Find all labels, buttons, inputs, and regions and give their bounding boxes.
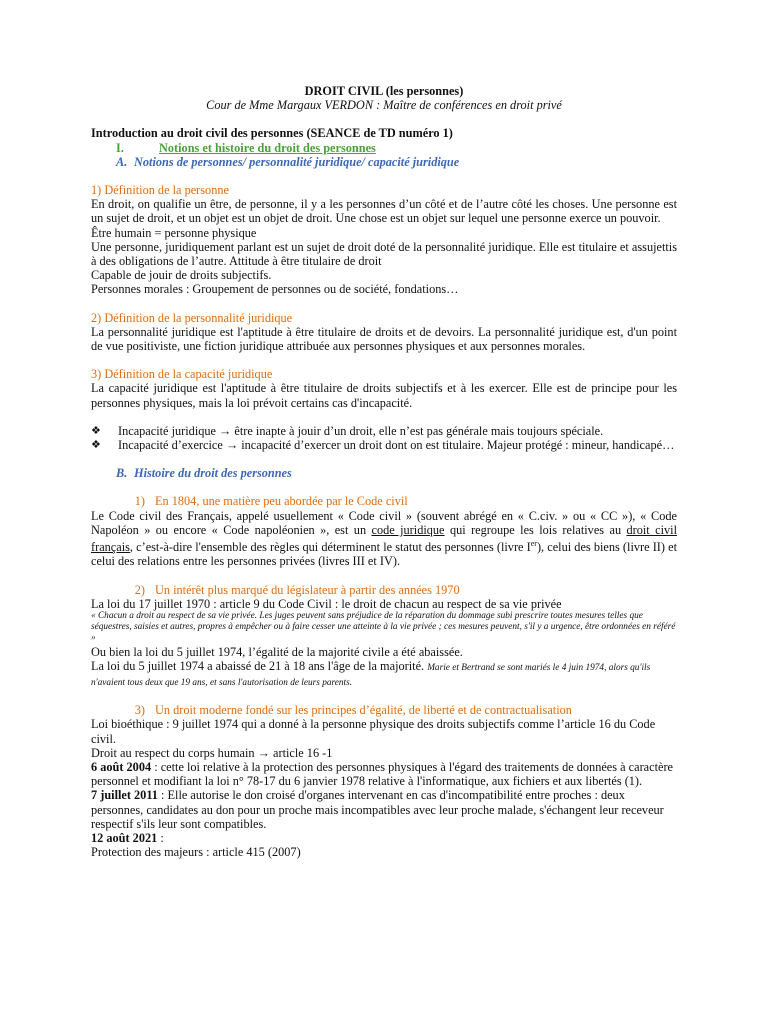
list-item: ❖ Incapacité d’exercice → incapacité d’exercer un droit dont on est titulaire. Majeur protégé : mineur, handicapé…	[91, 438, 675, 453]
def2-title: 2) Définition de la personnalité juridique	[91, 310, 293, 325]
def1-title: 1) Définition de la personne	[91, 183, 229, 198]
document-title: DROIT CIVIL (les personnes)	[304, 84, 464, 98]
hist2-title: 2) Un intérêt plus marqué du législateur à partir des années 1970	[134, 582, 460, 597]
document-page	[91, 84, 677, 859]
hist2-paragraph-1: La loi du 17 juillet 1970 : article 9 du Code Civil : le droit de chacun au respect de sa vie privée	[91, 596, 562, 611]
hist3-paragraph-2: Droit au respect du corps humain → article 16 -1	[91, 745, 333, 760]
hist3-paragraph-1: Loi bioéthique : 9 juillet 1974 qui a donné à la personne physique des droits subjectifs comme l’article 16 du Code civil.	[91, 717, 656, 746]
hist2-quote: « Chacun a droit au respect de sa vie privée. Les juges peuvent sans préjudice de la réparation du dommage subi prescrire toutes mesures telles que séquestres, saisies et autres, propres à empêcher ou à faire cesser une atteinte à la vie privée ; ces mesures peuvent, s'il y a urgence, être ordonnées en référé »	[91, 610, 676, 644]
def1-paragraph-2: Être humain = personne physique	[91, 225, 257, 240]
diamond-bullet-icon: ❖	[91, 439, 101, 452]
hist3-paragraph-last: Protection des majeurs : article 415 (2007)	[91, 845, 301, 860]
list-item: ❖ Incapacité juridique → être inapte à jouir d’un droit, elle n’est pas générale mais toujours spéciale.	[91, 423, 604, 438]
droit-civil-link[interactable]: droit civil français	[91, 522, 677, 555]
section-A-heading: A. Notions de personnes/ personnalité juridique/ capacité juridique	[116, 154, 460, 169]
def1-paragraph-1: En droit, on qualifie un être, de personne, il y a les personnes d’un côté et de l’autre côté les choses. Une personne est un sujet de droit, et un objet est un objet de droit. Une chose est un objet sur lequel une personne exerce un pouvoir.	[91, 197, 677, 226]
section-I-heading: I. Notions et histoire du droit des personnes	[116, 140, 376, 155]
diamond-bullet-icon: ❖	[91, 424, 101, 437]
def3-title: 3) Définition de la capacité juridique	[91, 367, 273, 382]
def1-paragraph-4: Capable de jouir de droits subjectifs.	[91, 268, 272, 283]
hist3-date-2004: 6 août 2004 : cette loi relative à la protection des personnes physiques à l'égard des traitements de données à caractère personnel et modifiant la loi n° 78-17 du 6 janvier 1978 relative à l'informatique, aux fichiers et aux libertés (1).	[91, 760, 674, 789]
document-subtitle: Cour de Mme Margaux VERDON : Maître de conférences en droit privé	[206, 98, 562, 113]
hist1-title: 1) En 1804, une matière peu abordée par le Code civil	[134, 494, 408, 509]
def1-paragraph-5: Personnes morales : Groupement de personnes ou de société, fondations…	[91, 282, 459, 297]
hist3-date-2021: 12 août 2021 :	[91, 831, 164, 846]
hist3-date-2011: 7 juillet 2011 : Elle autorise le don croisé d'organes intervenant en cas d'incompatibilité entre proches : deux personnes, candidates au don pour un proche mais incompatibles avec leur proche malade, s'échangent leur receveur respectif s'ils leur sont compatibles.	[91, 788, 664, 831]
hist3-title: 3) Un droit moderne fondé sur les principes d’égalité, de liberté et de contractualisation	[134, 703, 572, 718]
intro-heading: Introduction au droit civil des personnes (SEANCE de TD numéro 1)	[91, 126, 453, 141]
hist1-paragraph: Le Code civil des Français, appelé usuellement « Code civil » (souvent abrégé en « C.civ. » ou « CC »), « Code Napoléon » ou encore « Code napoléonien », est un code juridique qui regroupe les lois relatives au droit civil français, c’est-à-dire l'ensemble des règles qui déterminent le statut des personnes (livre Ier), celui des biens (livre II) et celui des relations entre les personnes privées (livres III et IV).	[91, 508, 677, 569]
code-juridique-link[interactable]: code juridique	[371, 522, 445, 537]
def3-paragraph-1: La capacité juridique est l'aptitude à être titulaire de droits subjectifs et à les exercer. Elle est de principe pour les personnes physiques, mais la loi prévoit certains cas d'incapacité.	[91, 381, 677, 410]
section-B-heading: B. Histoire du droit des personnes	[116, 466, 292, 481]
def2-paragraph-1: La personnalité juridique est l'aptitude à être titulaire de droits et de devoirs. La personnalité juridique est, d'un point de vue positiviste, une fiction juridique attribuée aux personnes physiques et aux personnes morales.	[91, 324, 677, 354]
def1-paragraph-3: Une personne, juridiquement parlant est un sujet de droit doté de la personnalité juridique. Elle est titulaire et assujettis à des obligations de l’autre. Attitude à être titulaire de droit	[91, 239, 677, 269]
hist2-paragraph-3: La loi du 5 juillet 1974 a abaissé de 21 à 18 ans l'âge de la majorité. Marie et Bertrand se sont mariés le 4 juin 1974, alors qu'ils n'avaient tous deux que 19 ans, et sans l'autorisation de leurs parents.	[91, 658, 651, 688]
hist2-paragraph-2: Ou bien la loi du 5 juillet 1974, l’égalité de la majorité civile a été abaissée.	[91, 644, 463, 659]
